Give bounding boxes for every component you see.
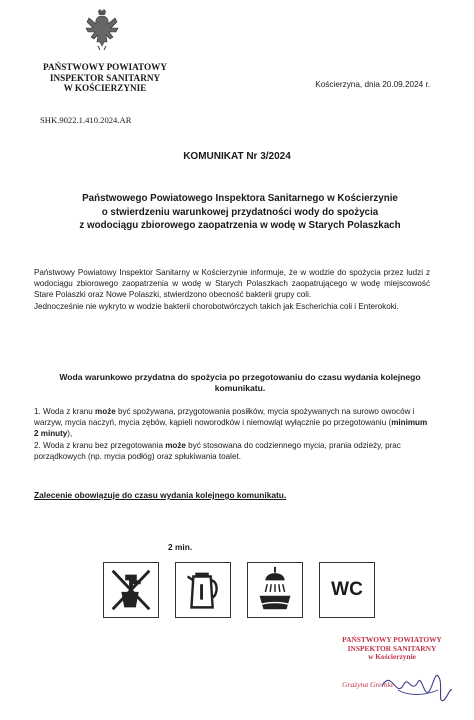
subheading — [40, 372, 440, 395]
authority-line: INSPEKTOR SANITARNY — [49, 72, 161, 83]
heading-line: Państwowego Powiatowego Inspektora Sanitarnego w Kościerzynie — [82, 193, 398, 204]
authority-line: W KOŚCIERZYNIE — [63, 83, 147, 94]
subheading-line: Woda warunkowo przydatna do spożycia po przegotowaniu do czasu wydania kolejnego — [59, 372, 421, 382]
pictogram-row — [103, 562, 375, 618]
wc-label: WC — [331, 579, 363, 600]
instruction-emphasis: może — [95, 407, 116, 416]
heading-line: o stwierdzeniu warunkowej przydatności wody do spożycia — [101, 206, 379, 218]
body-text — [34, 267, 430, 312]
instruction-item — [34, 440, 430, 462]
subheading-line: komunikatu. — [214, 383, 266, 394]
kettle-icon — [175, 562, 231, 618]
instruction-item — [34, 406, 430, 440]
stamp-line: INSPEKTOR SANITARNY — [347, 643, 437, 653]
handwritten-signature — [378, 660, 454, 712]
no-tap-drinking-icon — [103, 562, 159, 618]
wc-icon — [319, 562, 375, 618]
stamp-line: w Kościerzynie — [368, 652, 416, 662]
emblem-icon — [84, 8, 120, 52]
stamp-line: PAŃSTWOWY POWIATOWY — [342, 635, 442, 644]
authority-line: PAŃSTWOWY POWIATOWY — [43, 62, 167, 72]
shower-icon — [247, 562, 303, 618]
body-paragraph: Państwowy Powiatowy Inspektor Sanitarny w Kościerzynie informuje, że w wodzie do spożycia przez ludzi z wodociągu zbiorowego zaopatrzenia w wodę w Starych Polaszkach zaopatrującego w wodę miejscowość Stare Polaszki oraz Nowe Polaszki, stwierdzono obecność bakterii grupy coli. — [34, 268, 430, 300]
instruction-text: 1. Woda z kranu — [34, 407, 96, 416]
icons-caption: 2 min. — [168, 542, 193, 552]
instruction-text: być stosowana do codziennego mycia, prania odzieży, prac porządkowych (np. mycia podłóg) oraz spłukiwania toalet. — [34, 440, 401, 461]
announcement-heading — [40, 192, 440, 233]
instruction-text: być spożywana, przygotowania posiłków, mycia spożywanych na surowo owoców i warzyw, mycia naczyń, mycia zębów, kąpieli noworodków i niemowląt wyłącznie po przegotowaniu ( — [34, 407, 415, 428]
issuing-authority — [30, 62, 180, 94]
instructions-list — [34, 406, 430, 462]
instruction-emphasis: minimum 2 minuty — [34, 418, 428, 439]
document-date: Kościerzyna, dnia 20.09.2024 r. — [315, 80, 430, 89]
recommendation-note: Zalecenie obowiązuje do czasu wydania kolejnego komunikatu. — [34, 490, 287, 500]
body-paragraph: Jednocześnie nie wykryto w wodzie bakterii chorobotwórczych takich jak Escherichia coli i Enterokoki. — [34, 301, 399, 311]
signatory-name: Grażyna Greinke — [342, 680, 395, 689]
document-title: KOMUNIKAT Nr 3/2024 — [183, 151, 291, 162]
instruction-emphasis: może — [165, 440, 186, 450]
instruction-text: ), — [67, 429, 73, 439]
heading-line: z wodociągu zbiorowego zaopatrzenia w wodę w Starych Polaszkach — [79, 220, 401, 232]
reference-number: SHK.9022.1.410.2024.AR — [40, 115, 132, 125]
instruction-text: 2. Woda z kranu bez przegotowania — [34, 440, 166, 450]
official-stamp — [332, 636, 452, 662]
